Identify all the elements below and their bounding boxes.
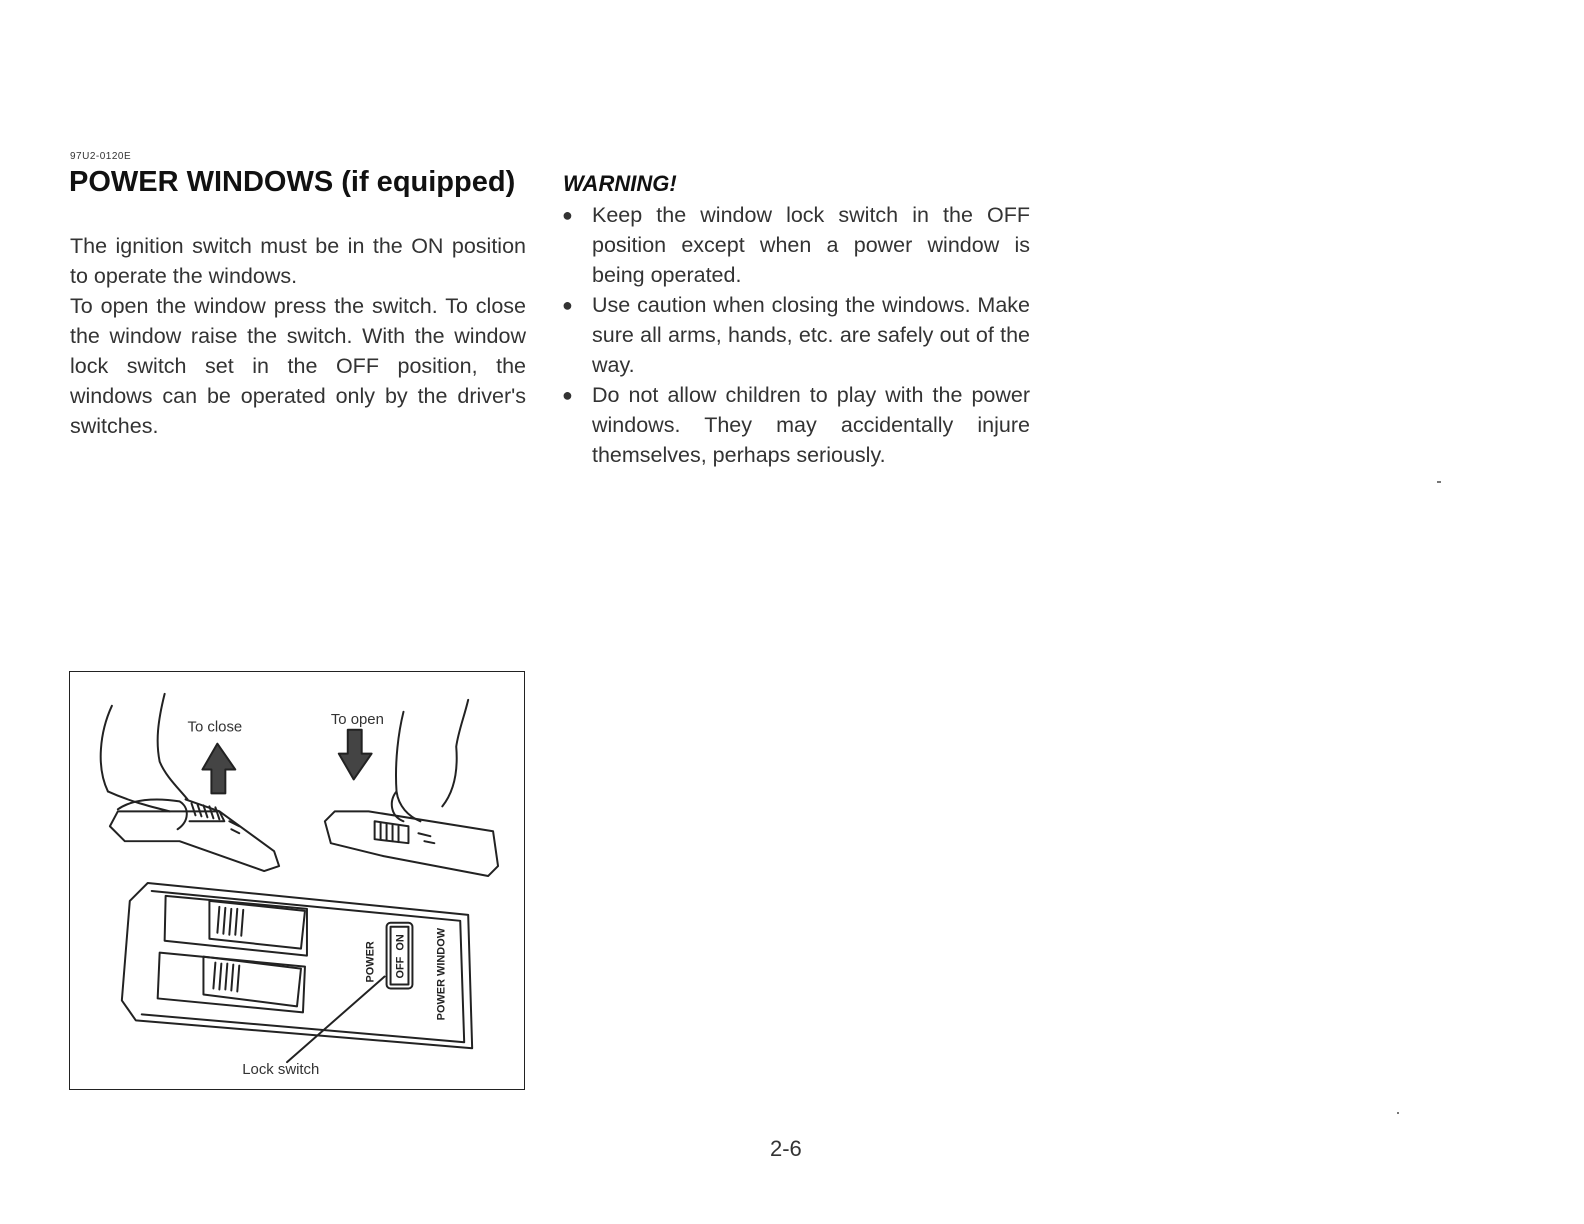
bullet-icon: ● — [562, 205, 573, 225]
warning-item-text: Use caution when closing the windows. Make sure all arms, hands, etc. are safely out of the way. — [592, 293, 1030, 377]
warning-item — [560, 380, 1030, 470]
bullet-icon: ● — [562, 295, 573, 315]
arrow-down-icon — [339, 730, 372, 780]
warning-item — [560, 200, 1030, 290]
arrow-up-icon — [202, 744, 235, 794]
section-title: POWER WINDOWS (if equipped) — [69, 166, 516, 198]
warning-item — [560, 290, 1030, 380]
lock-switch-leader-line — [287, 977, 385, 1063]
warning-item-text: Keep the window lock switch in the OFF position except when a power window is being operated. — [592, 203, 1030, 287]
warning-list — [560, 200, 1030, 470]
power-window-label: POWER WINDOW — [435, 927, 448, 1021]
document-code: 97U2-0120E — [70, 151, 132, 162]
to-open-label: To open — [330, 710, 384, 728]
scan-speck — [1397, 1112, 1399, 1114]
bullet-icon: ● — [562, 385, 573, 405]
body-text — [70, 231, 526, 441]
scan-speck — [1437, 481, 1441, 483]
warning-heading: WARNING! — [563, 171, 677, 196]
illustration-svg — [70, 672, 524, 1089]
paragraph: The ignition switch must be in the ON position to operate the windows. — [70, 234, 526, 288]
on-label: ON — [394, 934, 407, 951]
lock-switch-label: Lock switch — [242, 1061, 320, 1079]
to-close-label: To close — [187, 718, 243, 736]
page-number: 2-6 — [770, 1136, 802, 1161]
power-window-switch-illustration — [69, 671, 525, 1090]
close-switch-drawing — [110, 799, 279, 871]
door-panel-drawing — [122, 883, 472, 1048]
power-label: POWER — [364, 941, 377, 983]
open-switch-drawing — [325, 811, 498, 876]
warning-item-text: Do not allow children to play with the power windows. They may accidentally injure themselves, perhaps seriously. — [592, 383, 1030, 467]
open-hand-drawing — [392, 700, 468, 821]
close-hand-drawing — [101, 694, 188, 829]
off-label: OFF — [394, 956, 407, 979]
paragraph: To open the window press the switch. To close the window raise the switch. With the window lock switch set in the OFF position, the windows can be operated only by the driver's switches. — [70, 294, 526, 438]
